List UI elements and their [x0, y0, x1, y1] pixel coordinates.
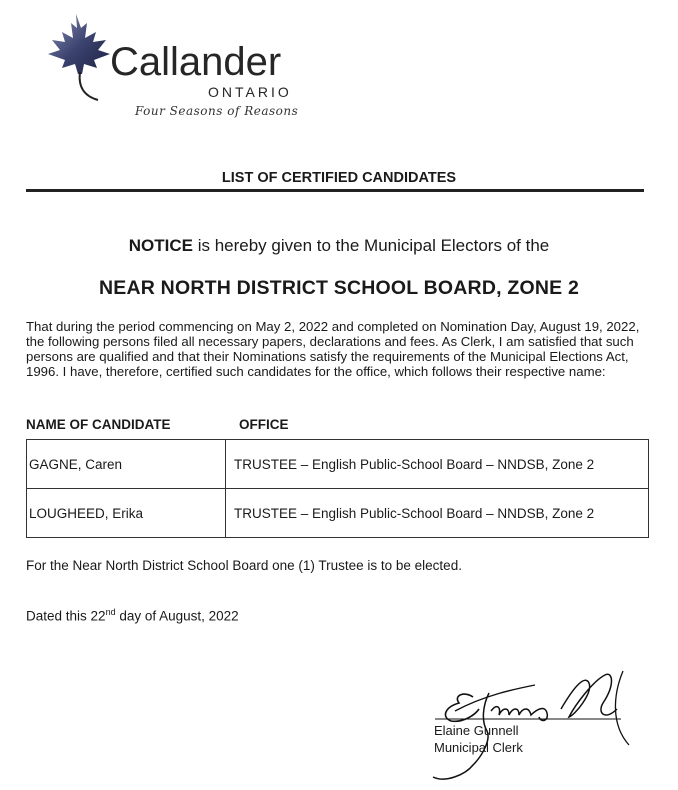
notice-text: is hereby given to the Municipal Electors of the	[192, 236, 550, 255]
signatory-title: Municipal Clerk	[434, 740, 523, 755]
dated-ordinal: nd	[105, 607, 116, 617]
table-row	[27, 440, 649, 489]
certification-paragraph: That during the period commencing on May 2, 2022 and completed on Nomination Day, August 19, 2022, the following persons filed all necessary papers, declarations and fees. As Clerk, I am satisfied that such persons are qualified and that their Nominations satisfy the requirements of the Municipal Elections Act, 1996. I have, therefore, certified such candidates for the office, which follows their respective name:	[26, 319, 640, 379]
candidate-name: GAGNE, Caren	[27, 440, 226, 489]
column-header-office: OFFICE	[239, 417, 289, 432]
board-heading: NEAR NORTH DISTRICT SCHOOL BOARD, ZONE 2	[99, 277, 579, 299]
brand-name: Callander	[110, 40, 282, 84]
callander-logo	[40, 12, 300, 118]
candidates-table	[26, 439, 649, 538]
notice-line	[0, 236, 678, 256]
maple-leaf-icon	[40, 12, 120, 107]
dated-suffix: day of August, 2022	[115, 608, 239, 624]
trustee-footnote: For the Near North District School Board one (1) Trustee is to be elected.	[26, 558, 462, 573]
title-divider	[26, 189, 644, 192]
dated-line	[26, 607, 239, 624]
document-title: LIST OF CERTIFIED CANDIDATES	[221, 170, 457, 186]
table-row	[27, 489, 649, 538]
candidate-office: TRUSTEE – English Public-School Board – NNDSB, Zone 2	[226, 440, 649, 489]
column-header-name: NAME OF CANDIDATE	[26, 417, 171, 432]
brand-tagline: Four Seasons of Reasons	[135, 104, 299, 118]
candidate-office: TRUSTEE – English Public-School Board – NNDSB, Zone 2	[226, 489, 649, 538]
dated-prefix: Dated this 22	[26, 608, 106, 624]
candidate-name: LOUGHEED, Erika	[27, 489, 226, 538]
notice-bold: NOTICE	[128, 236, 193, 255]
brand-province: ONTARIO	[208, 84, 292, 100]
signatory-name: Elaine Gunnell	[434, 723, 519, 738]
